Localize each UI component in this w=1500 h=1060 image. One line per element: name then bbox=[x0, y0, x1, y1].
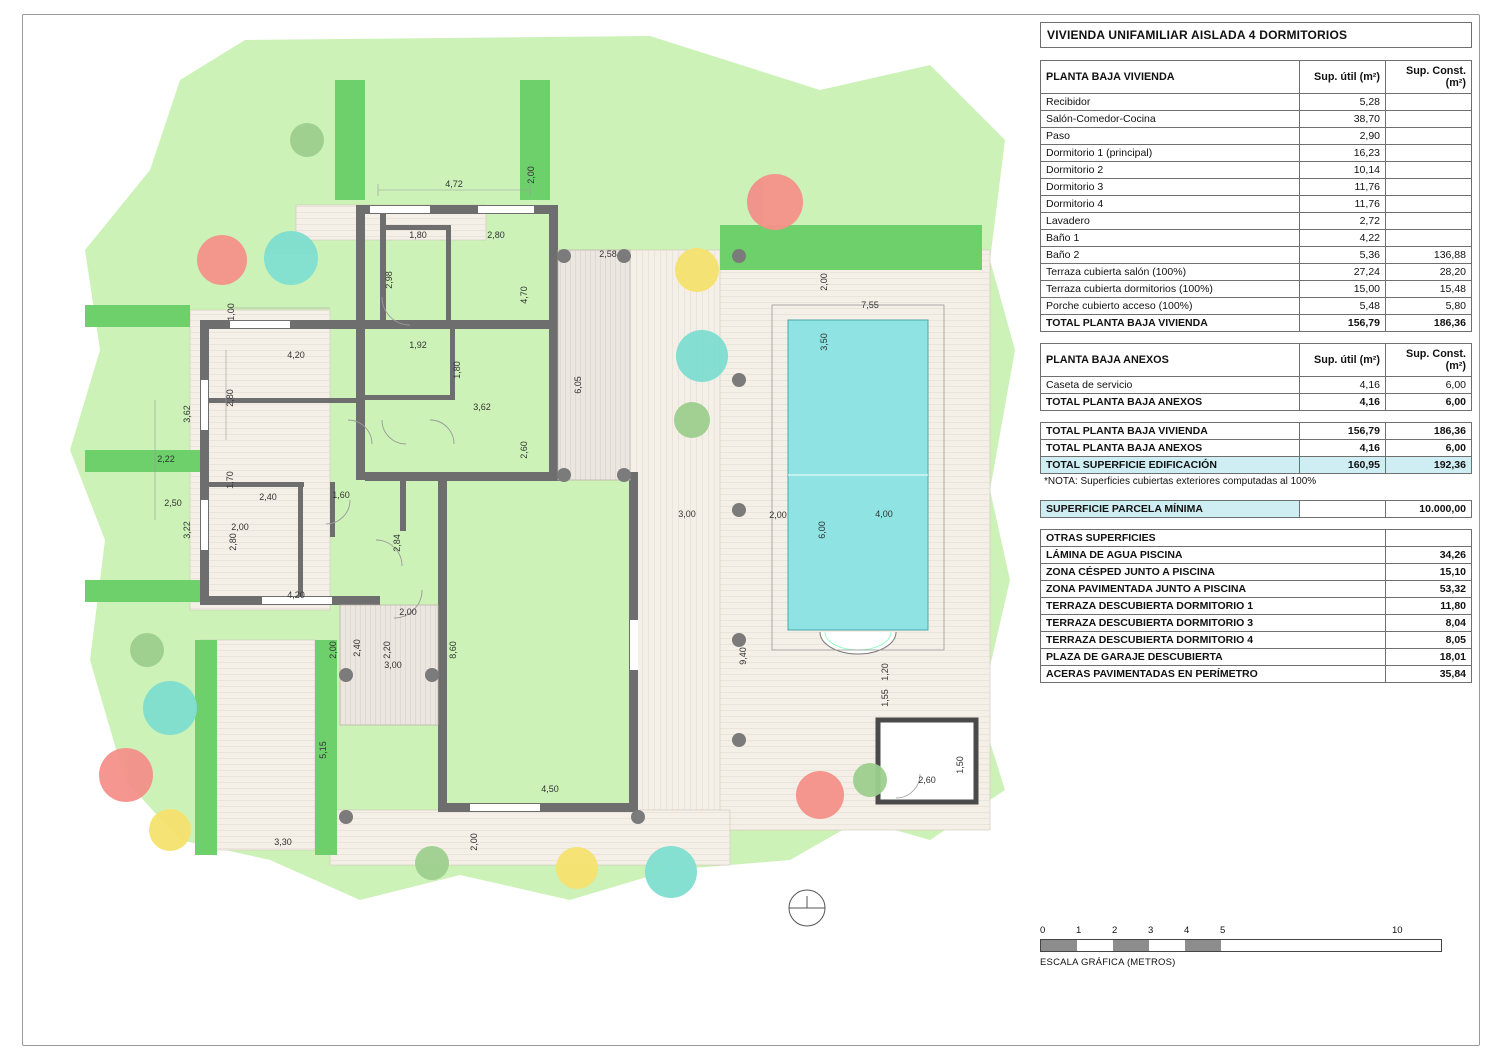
table-row bbox=[1041, 94, 1472, 111]
svg-text:2,00: 2,00 bbox=[328, 641, 338, 659]
table-row bbox=[1041, 145, 1472, 162]
svg-text:4,20: 4,20 bbox=[287, 590, 305, 600]
area-const bbox=[1386, 230, 1472, 247]
table-row bbox=[1041, 547, 1472, 564]
svg-text:1,50: 1,50 bbox=[955, 756, 965, 774]
area-util: 11,76 bbox=[1300, 179, 1386, 196]
total-util: 4,16 bbox=[1300, 394, 1386, 411]
table-row bbox=[1041, 501, 1472, 518]
table-row bbox=[1041, 281, 1472, 298]
parcela-value: 10.000,00 bbox=[1386, 501, 1472, 518]
area-util: 4,22 bbox=[1300, 230, 1386, 247]
area-util: 38,70 bbox=[1300, 111, 1386, 128]
table-row bbox=[1041, 196, 1472, 213]
svg-text:4,20: 4,20 bbox=[287, 350, 305, 360]
column-header-util: Sup. útil (m²) bbox=[1300, 344, 1386, 377]
area-util: 2,90 bbox=[1300, 128, 1386, 145]
svg-text:2,00: 2,00 bbox=[819, 273, 829, 291]
parcela-label: SUPERFICIE PARCELA MÍNIMA bbox=[1041, 501, 1300, 518]
table-row bbox=[1041, 632, 1472, 649]
room-name: Porche cubierto acceso (100%) bbox=[1041, 298, 1300, 315]
otras-value: 8,05 bbox=[1386, 632, 1472, 649]
otras-label: LÁMINA DE AGUA PISCINA bbox=[1041, 547, 1386, 564]
summary-util: 156,79 bbox=[1300, 423, 1386, 440]
area-util: 11,76 bbox=[1300, 196, 1386, 213]
area-const: 15,48 bbox=[1386, 281, 1472, 298]
room-name: Recibidor bbox=[1041, 94, 1300, 111]
svg-text:1,80: 1,80 bbox=[452, 361, 462, 379]
svg-text:2,20: 2,20 bbox=[382, 641, 392, 659]
room-name: Terraza cubierta salón (100%) bbox=[1041, 264, 1300, 281]
svg-text:2,58: 2,58 bbox=[599, 249, 617, 259]
svg-text:2,84: 2,84 bbox=[392, 534, 402, 552]
svg-text:6,05: 6,05 bbox=[573, 376, 583, 394]
table-row bbox=[1041, 128, 1472, 145]
column-header-section: PLANTA BAJA VIVIENDA bbox=[1041, 61, 1300, 94]
summary-label: TOTAL PLANTA BAJA ANEXOS bbox=[1041, 440, 1300, 457]
svg-text:2,60: 2,60 bbox=[918, 775, 936, 785]
table-row bbox=[1041, 598, 1472, 615]
otras-value: 15,10 bbox=[1386, 564, 1472, 581]
svg-text:3,22: 3,22 bbox=[182, 521, 192, 539]
column-header-const: Sup. Const. (m²) bbox=[1386, 344, 1472, 377]
summary-const: 186,36 bbox=[1386, 423, 1472, 440]
otras-header-value bbox=[1386, 530, 1472, 547]
table-row bbox=[1041, 615, 1472, 632]
scale-tick: 4 bbox=[1184, 925, 1190, 936]
room-name: Terraza cubierta dormitorios (100%) bbox=[1041, 281, 1300, 298]
summary-label: TOTAL SUPERFICIE EDIFICACIÓN bbox=[1041, 457, 1300, 474]
scale-caption: ESCALA GRÁFICA (METROS) bbox=[1040, 957, 1176, 968]
table-row bbox=[1041, 162, 1472, 179]
table-row bbox=[1041, 230, 1472, 247]
area-const: 136,88 bbox=[1386, 247, 1472, 264]
total-label: TOTAL PLANTA BAJA VIVIENDA bbox=[1041, 315, 1300, 332]
svg-text:4,72: 4,72 bbox=[445, 179, 463, 189]
total-const: 6,00 bbox=[1386, 394, 1472, 411]
area-const bbox=[1386, 162, 1472, 179]
otras-value: 34,26 bbox=[1386, 547, 1472, 564]
parcela-spacer bbox=[1300, 501, 1386, 518]
column-header-const: Sup. Const. (m²) bbox=[1386, 61, 1472, 94]
scale-tick: 3 bbox=[1148, 925, 1154, 936]
area-const bbox=[1386, 145, 1472, 162]
svg-text:3,00: 3,00 bbox=[678, 509, 696, 519]
table-row bbox=[1041, 179, 1472, 196]
table-row bbox=[1041, 457, 1472, 474]
area-const: 28,20 bbox=[1386, 264, 1472, 281]
svg-text:6,00: 6,00 bbox=[817, 521, 827, 539]
otras-label: TERRAZA DESCUBIERTA DORMITORIO 1 bbox=[1041, 598, 1386, 615]
area-util: 2,72 bbox=[1300, 213, 1386, 230]
swimming-pool bbox=[772, 305, 944, 654]
otras-label: ZONA CÉSPED JUNTO A PISCINA bbox=[1041, 564, 1386, 581]
column-header-util: Sup. útil (m²) bbox=[1300, 61, 1386, 94]
room-name: Caseta de servicio bbox=[1041, 377, 1300, 394]
svg-text:3,00: 3,00 bbox=[384, 660, 402, 670]
table-row bbox=[1041, 423, 1472, 440]
svg-text:2,60: 2,60 bbox=[519, 441, 529, 459]
table-otras-superficies bbox=[1040, 529, 1472, 683]
svg-text:1,60: 1,60 bbox=[332, 490, 350, 500]
svg-text:2,40: 2,40 bbox=[352, 639, 362, 657]
scale-tick: 2 bbox=[1112, 925, 1118, 936]
summary-const: 192,36 bbox=[1386, 457, 1472, 474]
area-util: 5,48 bbox=[1300, 298, 1386, 315]
svg-text:2,80: 2,80 bbox=[228, 533, 238, 551]
scale-ticks bbox=[1040, 925, 1472, 939]
svg-text:2,00: 2,00 bbox=[399, 607, 417, 617]
area-util: 15,00 bbox=[1300, 281, 1386, 298]
area-const: 6,00 bbox=[1386, 377, 1472, 394]
room-name: Lavadero bbox=[1041, 213, 1300, 230]
svg-text:3,30: 3,30 bbox=[274, 837, 292, 847]
svg-text:4,00: 4,00 bbox=[875, 509, 893, 519]
svg-text:5,15: 5,15 bbox=[318, 741, 328, 759]
table-row bbox=[1041, 666, 1472, 683]
summary-util: 4,16 bbox=[1300, 440, 1386, 457]
area-util: 5,28 bbox=[1300, 94, 1386, 111]
svg-text:3,50: 3,50 bbox=[819, 333, 829, 351]
area-util: 5,36 bbox=[1300, 247, 1386, 264]
svg-text:2,22: 2,22 bbox=[157, 454, 175, 464]
summary-label: TOTAL PLANTA BAJA VIVIENDA bbox=[1041, 423, 1300, 440]
area-util: 10,14 bbox=[1300, 162, 1386, 179]
room-name: Dormitorio 2 bbox=[1041, 162, 1300, 179]
scale-bar-graphic bbox=[1040, 939, 1442, 952]
table-planta-baja-anexos bbox=[1040, 343, 1472, 411]
otras-label: TERRAZA DESCUBIERTA DORMITORIO 3 bbox=[1041, 615, 1386, 632]
svg-text:8,60: 8,60 bbox=[448, 641, 458, 659]
table-total-row bbox=[1041, 315, 1472, 332]
graphic-scale bbox=[1040, 925, 1472, 968]
area-schedule-panel bbox=[1040, 22, 1472, 683]
svg-text:9,40: 9,40 bbox=[738, 647, 748, 665]
summary-util: 160,95 bbox=[1300, 457, 1386, 474]
svg-text:3,62: 3,62 bbox=[473, 402, 491, 412]
table-resumen-totales bbox=[1040, 422, 1472, 474]
room-name: Baño 2 bbox=[1041, 247, 1300, 264]
table-row bbox=[1041, 649, 1472, 666]
area-const bbox=[1386, 111, 1472, 128]
room-name: Paso bbox=[1041, 128, 1300, 145]
area-util: 27,24 bbox=[1300, 264, 1386, 281]
svg-text:7,55: 7,55 bbox=[861, 300, 879, 310]
table-row bbox=[1041, 344, 1472, 377]
otras-label: TERRAZA DESCUBIERTA DORMITORIO 4 bbox=[1041, 632, 1386, 649]
area-const bbox=[1386, 128, 1472, 145]
otras-value: 11,80 bbox=[1386, 598, 1472, 615]
svg-text:1,00: 1,00 bbox=[226, 303, 236, 321]
table-row bbox=[1041, 581, 1472, 598]
svg-text:2,98: 2,98 bbox=[384, 271, 394, 289]
sheet-title: VIVIENDA UNIFAMILIAR AISLADA 4 DORMITORIOS bbox=[1040, 22, 1472, 48]
svg-text:2,00: 2,00 bbox=[769, 510, 787, 520]
scale-tick: 1 bbox=[1076, 925, 1082, 936]
room-name: Salón-Comedor-Cocina bbox=[1041, 111, 1300, 128]
scale-tick: 5 bbox=[1220, 925, 1226, 936]
table-row bbox=[1041, 377, 1472, 394]
table-row bbox=[1041, 213, 1472, 230]
total-label: TOTAL PLANTA BAJA ANEXOS bbox=[1041, 394, 1300, 411]
table-row bbox=[1041, 440, 1472, 457]
total-const: 186,36 bbox=[1386, 315, 1472, 332]
table-row bbox=[1041, 264, 1472, 281]
svg-text:2,40: 2,40 bbox=[259, 492, 277, 502]
scale-tick: 0 bbox=[1040, 925, 1046, 936]
otras-label: PLAZA DE GARAJE DESCUBIERTA bbox=[1041, 649, 1386, 666]
area-const bbox=[1386, 94, 1472, 111]
table-row bbox=[1041, 61, 1472, 94]
otras-value: 18,01 bbox=[1386, 649, 1472, 666]
otras-header: OTRAS SUPERFICIES bbox=[1041, 530, 1386, 547]
otras-value: 8,04 bbox=[1386, 615, 1472, 632]
svg-text:2,80: 2,80 bbox=[487, 230, 505, 240]
svg-text:1,92: 1,92 bbox=[409, 340, 427, 350]
area-util: 4,16 bbox=[1300, 377, 1386, 394]
svg-text:1,70: 1,70 bbox=[225, 471, 235, 489]
svg-text:2,50: 2,50 bbox=[164, 498, 182, 508]
area-const bbox=[1386, 213, 1472, 230]
area-const: 5,80 bbox=[1386, 298, 1472, 315]
scale-tick: 10 bbox=[1392, 925, 1403, 936]
svg-text:3,62: 3,62 bbox=[182, 405, 192, 423]
room-name: Dormitorio 3 bbox=[1041, 179, 1300, 196]
svg-text:2,80: 2,80 bbox=[225, 389, 235, 407]
svg-text:4,50: 4,50 bbox=[541, 784, 559, 794]
svg-text:4,70: 4,70 bbox=[519, 286, 529, 304]
area-const bbox=[1386, 179, 1472, 196]
otras-value: 35,84 bbox=[1386, 666, 1472, 683]
service-shed bbox=[878, 720, 976, 802]
svg-text:2,00: 2,00 bbox=[526, 166, 536, 184]
table-row bbox=[1041, 564, 1472, 581]
room-name: Baño 1 bbox=[1041, 230, 1300, 247]
table-row bbox=[1041, 530, 1472, 547]
table-planta-baja-vivienda bbox=[1040, 60, 1472, 332]
room-name: Dormitorio 4 bbox=[1041, 196, 1300, 213]
north-symbol bbox=[789, 890, 825, 926]
surface-note: *NOTA: Superficies cubiertas exteriores computadas al 100% bbox=[1044, 476, 1317, 487]
table-row bbox=[1041, 247, 1472, 264]
total-util: 156,79 bbox=[1300, 315, 1386, 332]
table-parcela-minima bbox=[1040, 500, 1472, 518]
table-total-row bbox=[1041, 394, 1472, 411]
column-header-section: PLANTA BAJA ANEXOS bbox=[1041, 344, 1300, 377]
room-name: Dormitorio 1 (principal) bbox=[1041, 145, 1300, 162]
otras-value: 53,32 bbox=[1386, 581, 1472, 598]
svg-text:1,80: 1,80 bbox=[409, 230, 427, 240]
svg-text:1,55: 1,55 bbox=[880, 689, 890, 707]
table-row bbox=[1041, 111, 1472, 128]
svg-text:1,20: 1,20 bbox=[880, 663, 890, 681]
area-util: 16,23 bbox=[1300, 145, 1386, 162]
otras-label: ZONA PAVIMENTADA JUNTO A PISCINA bbox=[1041, 581, 1386, 598]
table-row bbox=[1041, 298, 1472, 315]
otras-label: ACERAS PAVIMENTADAS EN PERÍMETRO bbox=[1041, 666, 1386, 683]
svg-text:2,00: 2,00 bbox=[231, 522, 249, 532]
summary-const: 6,00 bbox=[1386, 440, 1472, 457]
floor-plan-drawing bbox=[30, 20, 1020, 1030]
svg-text:2,00: 2,00 bbox=[469, 833, 479, 851]
area-const bbox=[1386, 196, 1472, 213]
